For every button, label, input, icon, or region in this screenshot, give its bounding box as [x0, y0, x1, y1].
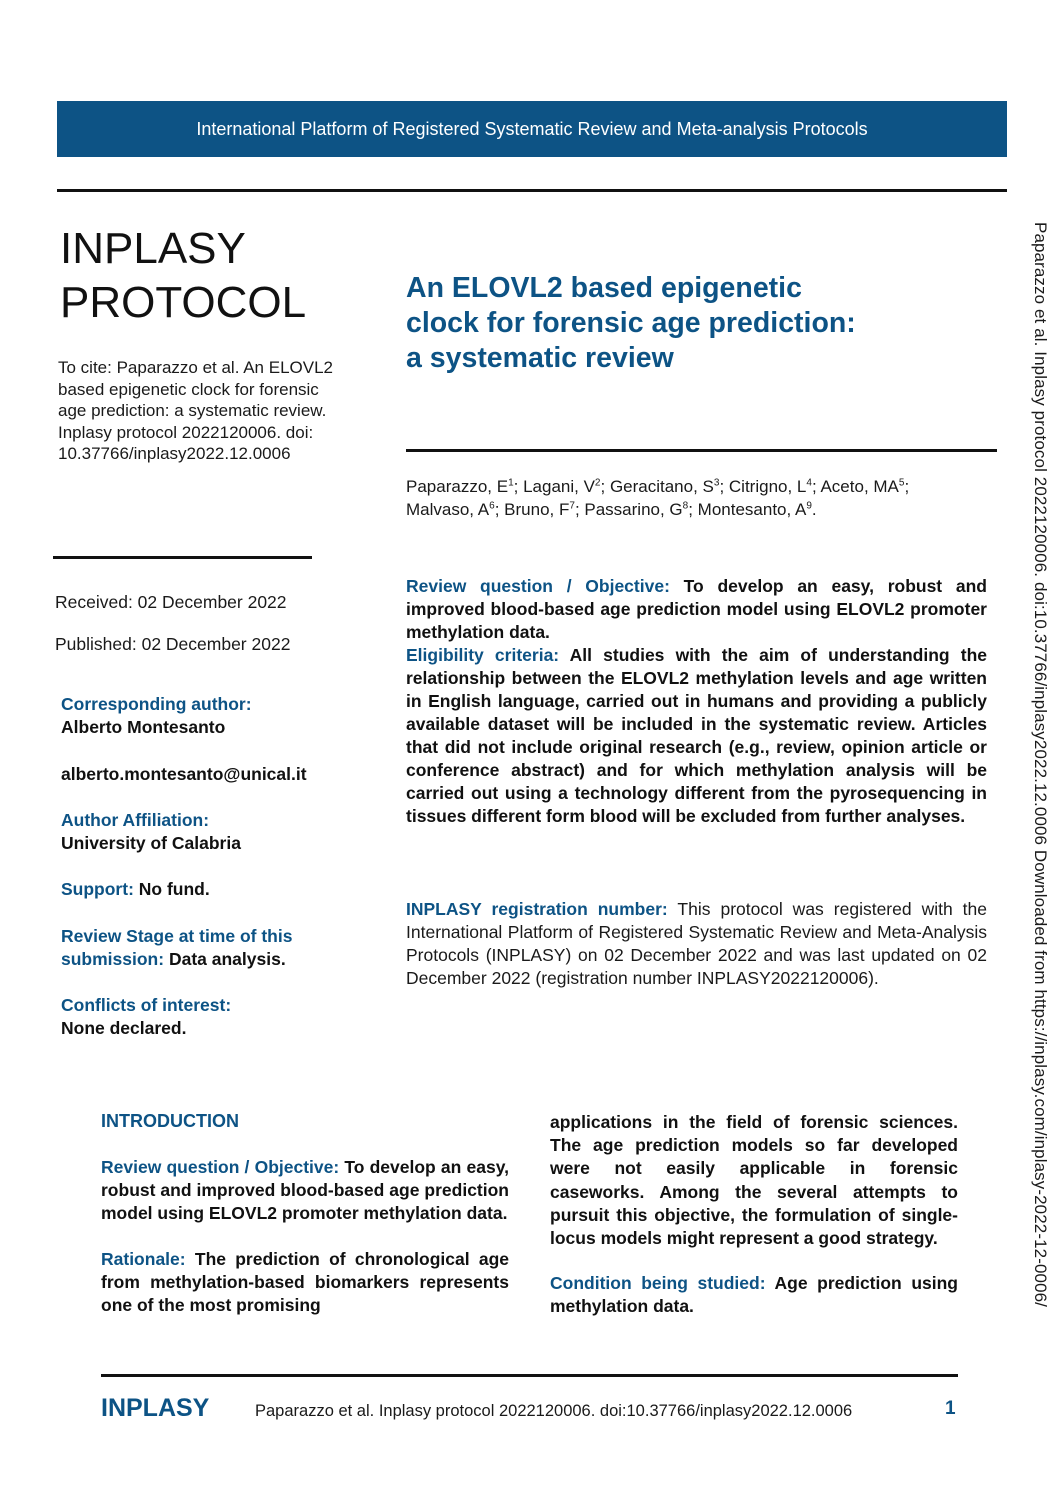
- introduction-right-column: [550, 1111, 958, 1341]
- support-value: No fund.: [138, 879, 210, 899]
- condition-being-studied: [550, 1272, 958, 1318]
- condition-text: Age prediction using methylation data.: [550, 1273, 958, 1317]
- left-divider: [53, 556, 312, 559]
- author-list: [406, 476, 996, 521]
- author-item: Malvaso, $A^6$;: [406, 499, 505, 519]
- support-label: Support:: [61, 879, 134, 899]
- page-number: 1: [945, 1398, 956, 1419]
- published-date: Published: 02 December 2022: [55, 634, 291, 654]
- author-item: Bruno, $F^7$;: [504, 499, 585, 519]
- intro-objective-text: To develop an easy, robust and improved blood-based age prediction model using ELOVL2 promoter methylation data.: [101, 1157, 509, 1224]
- title-line3: a systematic review: [406, 342, 674, 374]
- abstract-objective: [406, 575, 987, 644]
- banner-text: International Platform of Registered Systematic Review and Meta-analysis Protocols: [196, 118, 868, 139]
- author-item: Passarino, $G^8$;: [584, 499, 698, 519]
- footer-brand: INPLASY: [101, 1394, 210, 1422]
- rationale-continued: applications in the field of forensic sciences. The age prediction models so far developed were not easily applicable in forensic caseworks. Among the several attempts to pursuit this objective, the formulation of single-locus models might represent a good strategy.: [550, 1112, 958, 1249]
- received-date: Received: 02 December 2022: [55, 592, 287, 612]
- author-item: Aceto, $MA^5$;: [820, 477, 910, 496]
- side-citation: Paparazzo et al. Inplasy protocol 2022120006. doi:10.37766/inplasy2022.12.0006 Downloaded from https://inplasy.com/inplasy-2022-12-0006/: [1031, 222, 1050, 1307]
- registration-number: [406, 898, 987, 990]
- abstract-objective-label: Review question / Objective:: [406, 576, 670, 596]
- footer-citation: Paparazzo et al. Inplasy protocol 2022120006. doi:10.37766/inplasy2022.12.0006: [255, 1402, 853, 1420]
- author-item: Montesanto, $A^9$.: [697, 499, 817, 519]
- protocol-label-line1: INPLASY: [60, 224, 246, 273]
- author-affiliation: [61, 809, 351, 855]
- intro-objective: [101, 1156, 509, 1226]
- intro-rationale: [101, 1248, 509, 1318]
- affiliation-label: Author Affiliation:: [61, 810, 210, 830]
- stage-label-line2: submission:: [61, 949, 165, 969]
- corresponding-name: Alberto Montesanto: [61, 717, 226, 737]
- author-item: Citrigno, $L^4$;: [728, 477, 821, 496]
- stage-label-line1: Review Stage at time of this: [61, 926, 293, 946]
- condition-label: Condition being studied:: [550, 1273, 766, 1294]
- registration-label: INPLASY registration number:: [406, 899, 668, 919]
- title-divider: [406, 449, 997, 452]
- registration-text: This protocol was registered with the International Platform of Registered Systematic Review and Meta-Analysis Protocols (INPLASY) on 02 December 2022 and was last updated on 02 December 2022 (registration number INPLASY2022120006).: [406, 899, 987, 988]
- title-line1: An ELOVL2 based epigenetic: [406, 272, 802, 304]
- author-item: Lagani, $V^2$;: [523, 477, 610, 496]
- review-stage: [61, 925, 351, 971]
- top-divider: [57, 189, 1007, 192]
- stage-value: Data analysis.: [168, 949, 286, 969]
- protocol-label-line2: PROTOCOL: [60, 278, 307, 327]
- footer-divider: [101, 1374, 958, 1377]
- article-title: [406, 271, 966, 376]
- author-item: Paparazzo, $E^1$;: [406, 477, 524, 496]
- introduction-left-column: [101, 1156, 509, 1339]
- cite-text: To cite: Paparazzo et al. An ELOVL2 based epigenetic clock for forensic age prediction: a systematic review. Inplasy protocol 2022120006. doi: 10.37766/inplasy2022.12.0006: [58, 358, 333, 463]
- conflicts-value: None declared.: [61, 1018, 187, 1038]
- rationale-text-part1: The prediction of chronological age from methylation-based biomarkers represents one of the most promising: [101, 1248, 509, 1316]
- platform-banner: [57, 101, 1007, 157]
- affiliation-value: University of Calabria: [61, 833, 241, 853]
- conflicts-of-interest: [61, 994, 351, 1040]
- author-item: Geracitano, $S^3$;: [609, 477, 729, 496]
- eligibility-label: Eligibility criteria:: [406, 645, 560, 665]
- protocol-label: [60, 222, 306, 330]
- intro-objective-label: Review question / Objective:: [101, 1157, 340, 1177]
- abstract-eligibility: [406, 644, 987, 828]
- corresponding-label: Corresponding author:: [61, 694, 252, 714]
- rationale-label: Rationale:: [101, 1248, 186, 1269]
- introduction-heading: INTRODUCTION: [101, 1111, 239, 1131]
- corresponding-author: [61, 693, 351, 739]
- author-email[interactable]: alberto.montesanto@unical.it: [61, 764, 307, 784]
- conflicts-label: Conflicts of interest:: [61, 995, 232, 1015]
- abstract-objective-text: To develop an easy, robust and improved blood-based age prediction model using ELOVL2 promoter methylation data.: [406, 576, 987, 642]
- support: [61, 878, 351, 901]
- eligibility-text: All studies with the aim of understanding the relationship between the ELOVL2 methylation levels and age written in English language, carried out in humans and providing a publicly available dataset will be included in the systematic review. Articles that did not include original research (e.g., review, opinion article or conference abstract) and for which methylation analysis will be carried out using a technology different from the pyrosequencing in tissues different form blood will be excluded from further analyses.: [406, 645, 987, 826]
- title-line2: clock for forensic age prediction:: [406, 307, 856, 339]
